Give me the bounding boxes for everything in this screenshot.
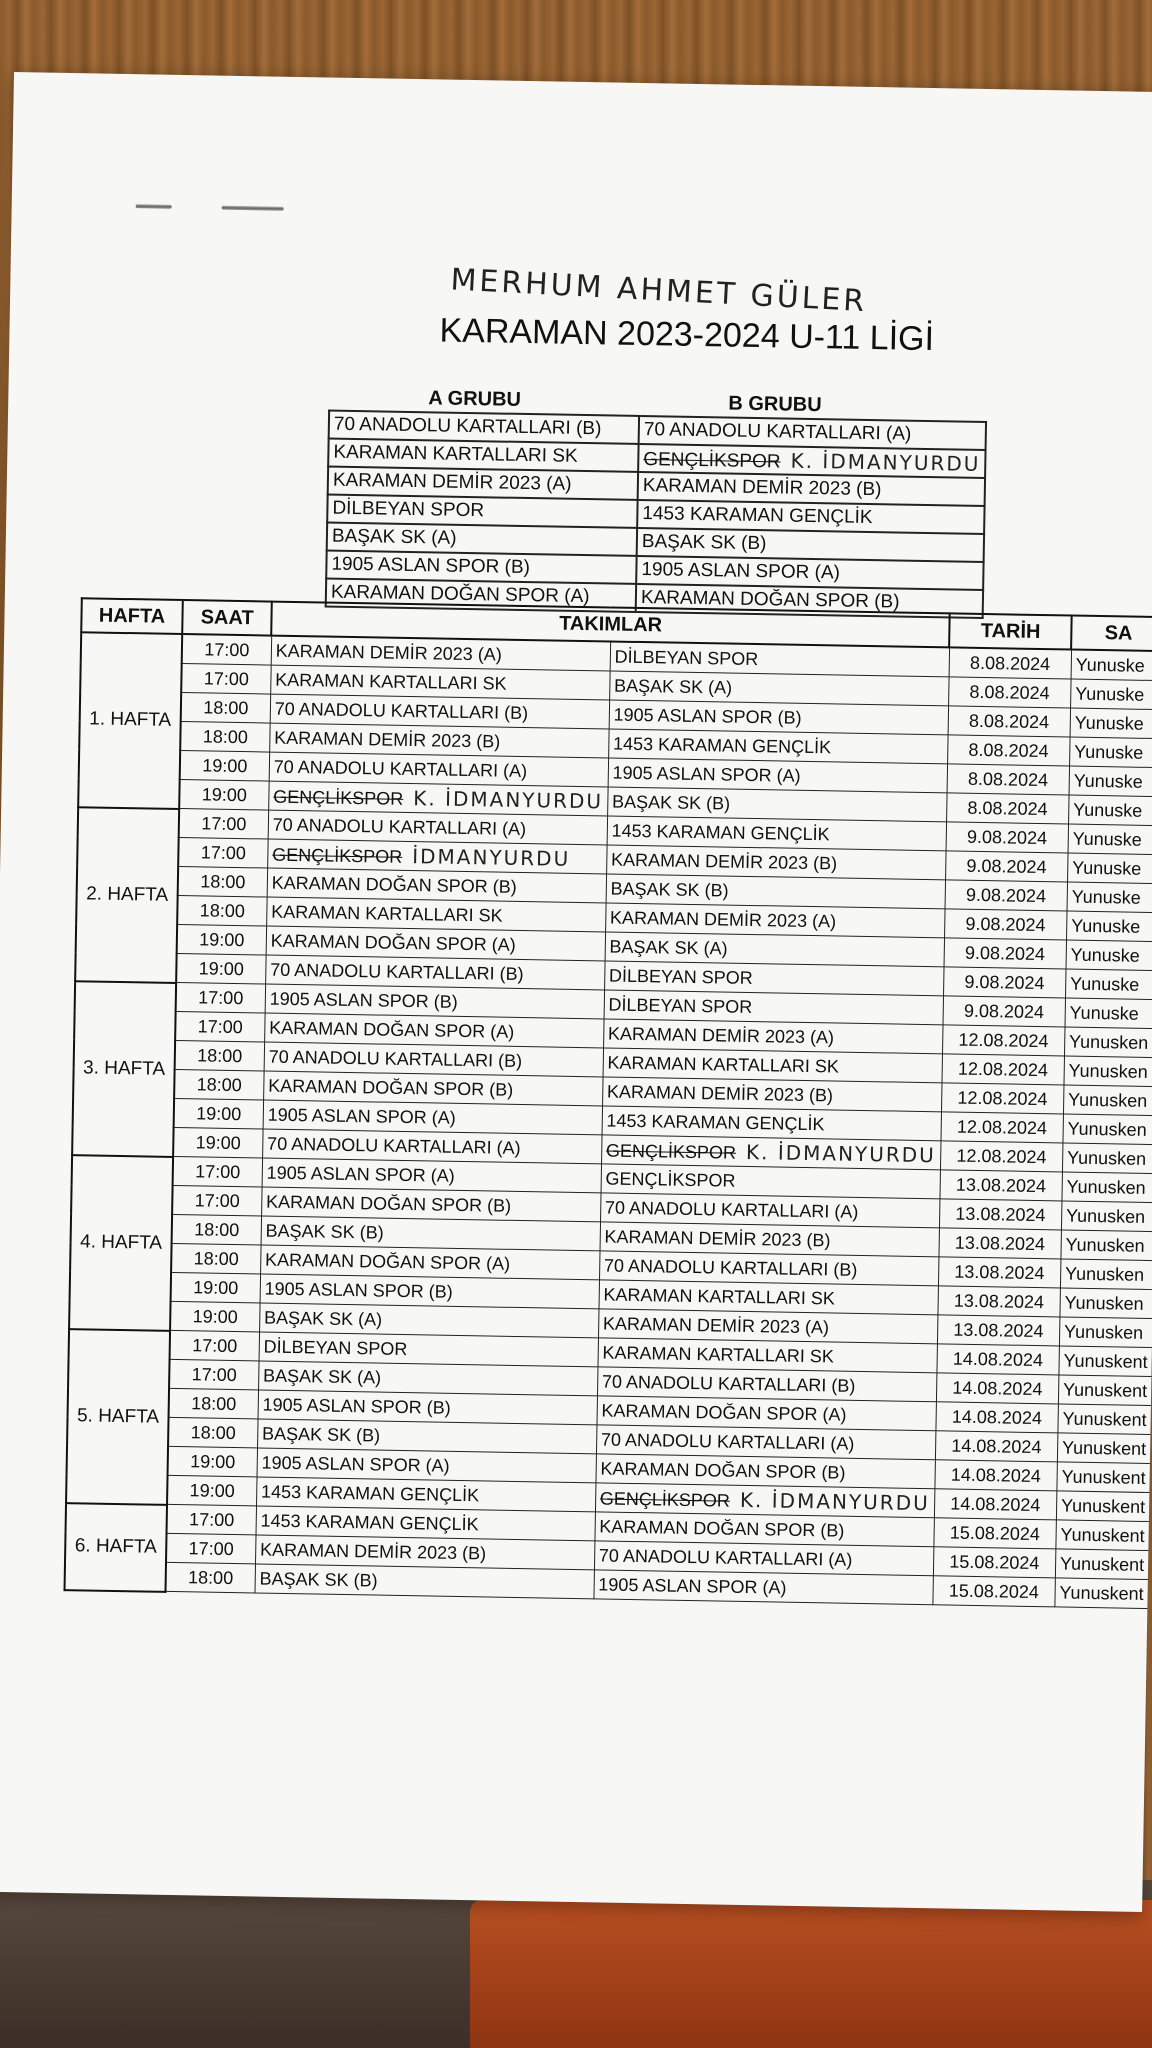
away-team-name: KARAMAN DOĞAN SPOR (B) bbox=[600, 1457, 846, 1483]
away-team-name: KARAMAN DEMİR 2023 (B) bbox=[606, 1081, 834, 1105]
home-team-name: KARAMAN DEMİR 2023 (A) bbox=[275, 640, 502, 665]
away-team-name: BAŞAK SK (B) bbox=[610, 878, 729, 901]
match-venue: Yunuske bbox=[1069, 766, 1152, 797]
away-team-name: 1453 KARAMAN GENÇLİK bbox=[606, 1110, 825, 1134]
group-b-team-name: GENÇLİKSPOR bbox=[643, 448, 781, 472]
home-team-name: KARAMAN DEMİR 2023 (B) bbox=[259, 1539, 487, 1563]
match-date: 12.08.2024 bbox=[940, 1141, 1063, 1172]
chair bbox=[470, 1900, 1152, 2048]
match-time: 19:00 bbox=[173, 1127, 263, 1158]
match-date: 15.08.2024 bbox=[933, 1518, 1056, 1549]
match-time: 18:00 bbox=[175, 1040, 265, 1071]
home-team-name: 1905 ASLAN SPOR (B) bbox=[264, 1278, 453, 1302]
home-team-name: KARAMAN DOĞAN SPOR (B) bbox=[271, 872, 517, 897]
match-date: 14.08.2024 bbox=[937, 1344, 1060, 1375]
match-venue: Yunuskent bbox=[1056, 1491, 1149, 1522]
paper-sheet bbox=[0, 72, 1152, 1912]
home-team-name: KARAMAN DOĞAN SPOR (B) bbox=[268, 1075, 514, 1100]
match-date: 13.08.2024 bbox=[940, 1170, 1063, 1201]
match-venue: Yunuske bbox=[1066, 940, 1152, 971]
match-venue: Yunuske bbox=[1066, 911, 1152, 942]
match-date: 14.08.2024 bbox=[936, 1373, 1059, 1404]
header-venue: SA bbox=[1071, 616, 1152, 652]
away-team-name: KARAMAN DEMİR 2023 (A) bbox=[607, 1023, 835, 1047]
match-venue: Yunusken bbox=[1064, 1056, 1152, 1087]
group-a-team: DİLBEYAN SPOR bbox=[327, 495, 637, 528]
match-time: 18:00 bbox=[168, 1417, 258, 1448]
away-team bbox=[594, 1570, 933, 1605]
away-team-name: 70 ANADOLU KARTALLARI (B) bbox=[603, 1254, 858, 1280]
home-team-name: 1453 KARAMAN GENÇLİK bbox=[260, 1481, 480, 1505]
away-team-name: BAŞAK SK (A) bbox=[609, 936, 728, 959]
match-date: 15.08.2024 bbox=[932, 1576, 1055, 1607]
groups-table bbox=[325, 410, 987, 619]
match-date: 8.08.2024 bbox=[948, 706, 1071, 737]
match-venue: Yunuskent bbox=[1058, 1375, 1151, 1406]
match-date: 14.08.2024 bbox=[936, 1402, 1059, 1433]
group-a-team: BAŞAK SK (A) bbox=[327, 523, 637, 556]
home-team-name: BAŞAK SK (A) bbox=[262, 1365, 382, 1388]
match-time: 17:00 bbox=[166, 1533, 256, 1564]
header-week: HAFTA bbox=[81, 598, 183, 634]
group-a-team: KARAMAN DEMİR 2023 (A) bbox=[328, 467, 638, 500]
match-time: 19:00 bbox=[171, 1272, 261, 1303]
home-team-name: KARAMAN DOĞAN SPOR (B) bbox=[265, 1191, 512, 1216]
match-venue: Yunuskent bbox=[1057, 1462, 1150, 1493]
match-date: 9.08.2024 bbox=[945, 851, 1068, 882]
home-team-name: BAŞAK SK (B) bbox=[261, 1423, 381, 1446]
header-teams: TAKIMLAR bbox=[272, 602, 950, 648]
group-a-header: A GRUBU bbox=[428, 387, 522, 411]
home-team-name: BAŞAK SK (B) bbox=[259, 1568, 378, 1591]
match-date: 12.08.2024 bbox=[941, 1083, 1064, 1114]
group-b-team-name: KARAMAN DOĞAN SPOR (B) bbox=[640, 587, 900, 613]
group-b-team-name: 70 ANADOLU KARTALLARI (A) bbox=[643, 419, 912, 445]
match-date: 8.08.2024 bbox=[949, 647, 1072, 679]
match-time: 17:00 bbox=[167, 1504, 257, 1535]
match-time: 18:00 bbox=[174, 1069, 264, 1100]
match-date: 12.08.2024 bbox=[941, 1112, 1064, 1143]
group-a-team: KARAMAN KARTALLARI SK bbox=[328, 439, 638, 472]
away-team-name: 70 ANADOLU KARTALLARI (A) bbox=[604, 1196, 859, 1222]
staple-left bbox=[136, 204, 172, 209]
away-team-name: GENÇLİKSPOR bbox=[599, 1488, 731, 1511]
match-date: 9.08.2024 bbox=[943, 967, 1066, 998]
match-time: 18:00 bbox=[166, 1562, 256, 1593]
group-b-team-name: 1453 KARAMAN GENÇLİK bbox=[642, 503, 873, 529]
match-date: 8.08.2024 bbox=[946, 793, 1069, 824]
group-b-team-name: KARAMAN DEMİR 2023 (B) bbox=[642, 475, 882, 501]
home-team-name: GENÇLİKSPOR bbox=[273, 786, 404, 809]
away-team-name: 1905 ASLAN SPOR (B) bbox=[613, 704, 802, 728]
home-team bbox=[255, 1564, 594, 1599]
home-team-name: BAŞAK SK (B) bbox=[265, 1220, 384, 1243]
match-date: 13.08.2024 bbox=[937, 1315, 1060, 1346]
match-time: 17:00 bbox=[176, 982, 266, 1013]
page-title: KARAMAN 2023-2024 U-11 LİGİ bbox=[439, 311, 935, 359]
away-team-name: DİLBEYAN SPOR bbox=[614, 646, 759, 669]
match-venue: Yunusken bbox=[1059, 1317, 1152, 1348]
match-date: 12.08.2024 bbox=[942, 1054, 1065, 1085]
match-date: 8.08.2024 bbox=[948, 677, 1071, 708]
match-time: 18:00 bbox=[178, 866, 268, 897]
match-venue: Yunuske bbox=[1065, 998, 1152, 1029]
match-time: 18:00 bbox=[180, 722, 270, 753]
match-time: 19:00 bbox=[174, 1098, 264, 1129]
match-venue: Yunusken bbox=[1060, 1259, 1152, 1290]
match-time: 17:00 bbox=[172, 1185, 262, 1216]
match-date: 13.08.2024 bbox=[938, 1286, 1061, 1317]
away-team-name: BAŞAK SK (A) bbox=[613, 675, 733, 698]
home-team-name: 1453 KARAMAN GENÇLİK bbox=[260, 1510, 479, 1534]
match-time: 18:00 bbox=[169, 1388, 259, 1419]
match-date: 14.08.2024 bbox=[934, 1489, 1057, 1520]
match-venue: Yunusken bbox=[1061, 1230, 1152, 1261]
match-venue: Yunuskent bbox=[1058, 1404, 1151, 1435]
home-team-name: DİLBEYAN SPOR bbox=[263, 1336, 408, 1359]
staple-right bbox=[222, 206, 284, 211]
away-team-name: KARAMAN KARTALLARI SK bbox=[602, 1341, 835, 1367]
group-b-header: B GRUBU bbox=[728, 392, 822, 417]
match-date: 14.08.2024 bbox=[934, 1460, 1057, 1491]
match-venue: Yunuske bbox=[1067, 882, 1152, 913]
away-team-name: 70 ANADOLU KARTALLARI (A) bbox=[598, 1544, 853, 1570]
match-venue: Yunusken bbox=[1063, 1114, 1152, 1145]
match-time: 17:00 bbox=[170, 1330, 260, 1361]
match-venue: Yunuskent bbox=[1056, 1520, 1149, 1551]
match-date: 9.08.2024 bbox=[946, 822, 1069, 853]
home-team-name: KARAMAN DOĞAN SPOR (A) bbox=[270, 930, 516, 955]
match-time: 17:00 bbox=[182, 634, 272, 665]
home-team-name: KARAMAN KARTALLARI SK bbox=[271, 901, 503, 926]
match-venue: Yunusken bbox=[1060, 1288, 1152, 1319]
away-team-name: 1453 KARAMAN GENÇLİK bbox=[611, 820, 830, 844]
match-venue: Yunuske bbox=[1070, 708, 1152, 739]
match-time: 18:00 bbox=[181, 693, 271, 724]
home-team-name: 1905 ASLAN SPOR (B) bbox=[262, 1394, 451, 1418]
match-date: 9.08.2024 bbox=[944, 938, 1067, 969]
match-time: 19:00 bbox=[176, 953, 266, 984]
match-venue: Yunuske bbox=[1065, 969, 1152, 1000]
match-time: 17:00 bbox=[175, 1011, 265, 1042]
match-time: 18:00 bbox=[171, 1243, 261, 1274]
away-team-name: 70 ANADOLU KARTALLARI (A) bbox=[600, 1428, 855, 1454]
away-team-name: KARAMAN DOĞAN SPOR (B) bbox=[599, 1515, 845, 1541]
group-b-team-name: 1905 ASLAN SPOR (A) bbox=[641, 559, 841, 584]
match-venue: Yunusken bbox=[1062, 1172, 1152, 1203]
away-team-name: DİLBEYAN SPOR bbox=[608, 965, 753, 988]
match-venue: Yunuske bbox=[1068, 795, 1152, 826]
match-date: 8.08.2024 bbox=[947, 764, 1070, 795]
week-label: 5. HAFTA bbox=[66, 1329, 170, 1505]
match-time: 18:00 bbox=[177, 895, 267, 926]
away-team-name: 1905 ASLAN SPOR (A) bbox=[612, 762, 801, 786]
away-team-name: GENÇLİKSPOR bbox=[605, 1140, 737, 1163]
away-team-name: 70 ANADOLU KARTALLARI (B) bbox=[601, 1370, 856, 1396]
week-label: 4. HAFTA bbox=[69, 1155, 173, 1331]
away-team-name: KARAMAN DEMİR 2023 (B) bbox=[604, 1225, 831, 1250]
group-a-team: 70 ANADOLU KARTALLARI (B) bbox=[329, 411, 639, 444]
match-date: 9.08.2024 bbox=[943, 996, 1066, 1027]
group-a-team: 1905 ASLAN SPOR (B) bbox=[326, 551, 636, 584]
match-time: 17:00 bbox=[181, 664, 271, 695]
match-time: 18:00 bbox=[172, 1214, 262, 1245]
match-time: 19:00 bbox=[167, 1475, 257, 1506]
away-team-name: KARAMAN DEMİR 2023 (A) bbox=[609, 907, 837, 931]
group-b-team-name: BAŞAK SK (B) bbox=[641, 531, 767, 555]
match-time: 17:00 bbox=[178, 837, 268, 868]
home-team-name: 70 ANADOLU KARTALLARI (B) bbox=[268, 1046, 523, 1071]
match-venue: Yunuskent bbox=[1055, 1549, 1148, 1580]
match-time: 19:00 bbox=[180, 751, 270, 782]
match-venue: Yunuskent bbox=[1055, 1578, 1148, 1609]
home-team-name: 70 ANADOLU KARTALLARI (B) bbox=[270, 959, 524, 984]
match-date: 12.08.2024 bbox=[942, 1025, 1065, 1056]
home-team-name: KARAMAN DOĞAN SPOR (A) bbox=[269, 1017, 515, 1042]
match-date: 13.08.2024 bbox=[939, 1199, 1062, 1230]
away-team-name: GENÇLİKSPOR bbox=[605, 1167, 736, 1191]
match-venue: Yunuskent bbox=[1059, 1346, 1152, 1377]
away-team-name: 1453 KARAMAN GENÇLİK bbox=[612, 733, 832, 757]
handwritten-note: K. İDMANYURDU bbox=[739, 1487, 930, 1516]
away-team-name: KARAMAN DOĞAN SPOR (A) bbox=[601, 1399, 847, 1425]
away-team-name: 1905 ASLAN SPOR (A) bbox=[598, 1573, 787, 1598]
match-venue: Yunusken bbox=[1061, 1201, 1152, 1232]
home-team-name: KARAMAN KARTALLARI SK bbox=[275, 669, 507, 694]
home-team-name: 1905 ASLAN SPOR (A) bbox=[266, 1162, 455, 1186]
home-team-name: 1905 ASLAN SPOR (A) bbox=[267, 1104, 456, 1128]
away-team-name: KARAMAN DEMİR 2023 (B) bbox=[610, 849, 838, 873]
match-time: 19:00 bbox=[168, 1446, 258, 1477]
week-label: 1. HAFTA bbox=[78, 632, 182, 808]
handwritten-header: MERHUM AHMET GÜLER bbox=[449, 262, 869, 320]
handwritten-note: K. İDMANYURDU bbox=[745, 1139, 937, 1168]
home-team-name: 1905 ASLAN SPOR (B) bbox=[269, 988, 458, 1012]
home-team-name: 1905 ASLAN SPOR (A) bbox=[261, 1452, 450, 1476]
match-venue: Yunuske bbox=[1067, 853, 1152, 884]
home-team-name: 70 ANADOLU KARTALLARI (B) bbox=[274, 698, 529, 723]
away-team-name: KARAMAN DEMİR 2023 (A) bbox=[602, 1312, 830, 1337]
match-venue: Yunusken bbox=[1064, 1027, 1152, 1058]
week-label: 6. HAFTA bbox=[65, 1503, 168, 1592]
match-time: 19:00 bbox=[177, 924, 267, 955]
home-team-name: 70 ANADOLU KARTALLARI (A) bbox=[272, 814, 527, 839]
home-team-name: 70 ANADOLU KARTALLARI (A) bbox=[273, 756, 528, 781]
match-date: 9.08.2024 bbox=[945, 880, 1068, 911]
match-time: 17:00 bbox=[173, 1156, 263, 1187]
home-team-name: GENÇLİKSPOR bbox=[272, 844, 403, 867]
match-date: 9.08.2024 bbox=[944, 909, 1067, 940]
handwritten-note: İDMANYURDU bbox=[412, 844, 571, 871]
away-team-name: KARAMAN KARTALLARI SK bbox=[607, 1052, 840, 1077]
match-venue: Yunuske bbox=[1068, 824, 1152, 855]
match-venue: Yunuske bbox=[1071, 650, 1152, 681]
match-venue: Yunuskent bbox=[1057, 1433, 1150, 1464]
home-team-name: 70 ANADOLU KARTALLARI (A) bbox=[266, 1133, 521, 1158]
match-time: 19:00 bbox=[170, 1301, 260, 1332]
match-time: 17:00 bbox=[169, 1359, 259, 1390]
handwritten-note: K. İDMANYURDU bbox=[413, 786, 604, 814]
header-time: SAAT bbox=[182, 600, 272, 636]
schedule-table bbox=[64, 597, 1152, 1609]
match-date: 15.08.2024 bbox=[933, 1547, 1056, 1578]
match-venue: Yunuske bbox=[1070, 679, 1152, 710]
match-time: 19:00 bbox=[179, 779, 269, 810]
match-date: 8.08.2024 bbox=[947, 735, 1070, 766]
handwritten-note: K. İDMANYURDU bbox=[790, 448, 981, 476]
match-venue: Yunuske bbox=[1069, 737, 1152, 768]
away-team-name: DİLBEYAN SPOR bbox=[608, 994, 753, 1017]
home-team-name: BAŞAK SK (A) bbox=[263, 1307, 383, 1330]
match-date: 13.08.2024 bbox=[938, 1257, 1061, 1288]
match-venue: Yunusken bbox=[1063, 1085, 1152, 1116]
away-team-name: KARAMAN KARTALLARI SK bbox=[603, 1283, 836, 1309]
header-date: TARİH bbox=[949, 613, 1072, 649]
match-time: 17:00 bbox=[179, 808, 269, 839]
week-label: 2. HAFTA bbox=[75, 807, 179, 983]
home-team-name: KARAMAN DOĞAN SPOR (A) bbox=[264, 1249, 511, 1274]
week-label: 3. HAFTA bbox=[72, 981, 176, 1157]
home-team-name: KARAMAN DEMİR 2023 (B) bbox=[274, 727, 501, 752]
match-date: 14.08.2024 bbox=[935, 1431, 1058, 1462]
match-date: 13.08.2024 bbox=[939, 1228, 1062, 1259]
match-venue: Yunusken bbox=[1062, 1143, 1152, 1174]
away-team-name: BAŞAK SK (B) bbox=[611, 791, 731, 814]
group-a-team: KARAMAN DOĞAN SPOR (A) bbox=[326, 579, 636, 612]
